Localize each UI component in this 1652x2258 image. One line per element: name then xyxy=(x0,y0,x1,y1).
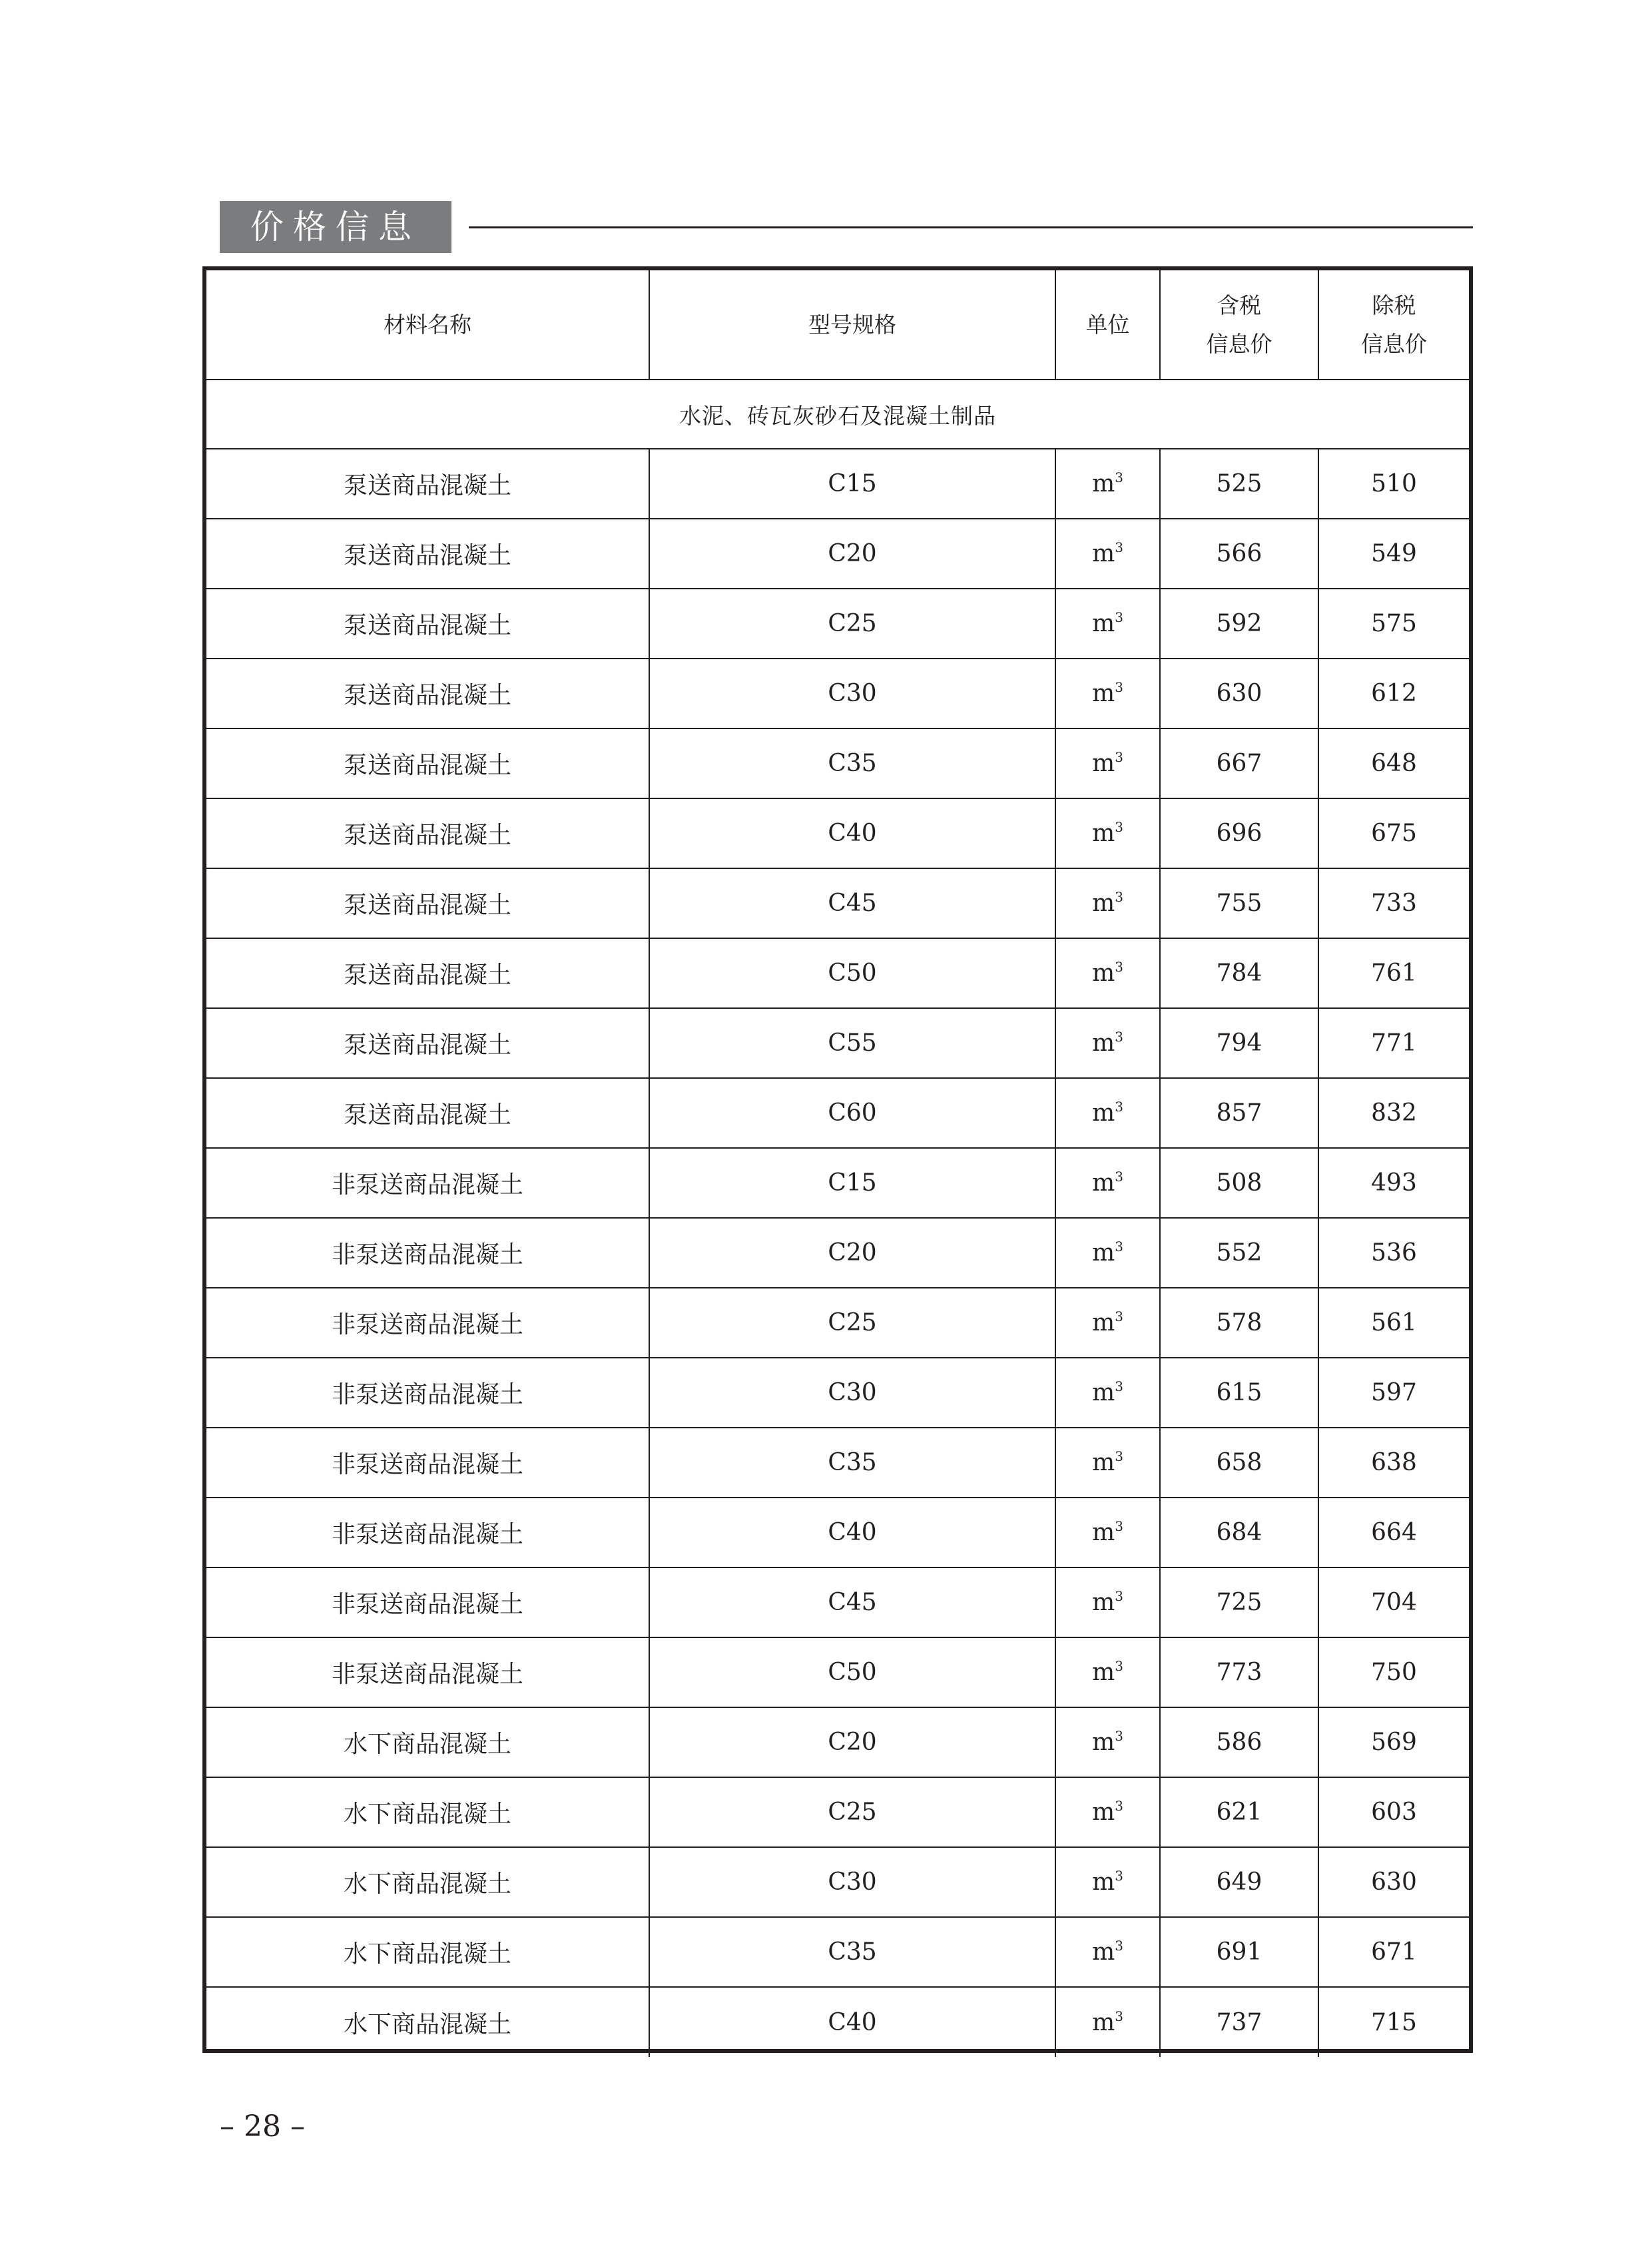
header-tax-exclusive-line1: 除税 xyxy=(1372,292,1416,318)
table-row xyxy=(206,1288,1469,1358)
unit-base: m xyxy=(1092,610,1115,637)
cell-spec: C20 xyxy=(649,1218,1055,1288)
cell-tax-inclusive-price: 784 xyxy=(1160,938,1318,1008)
cell-unit xyxy=(1055,1498,1160,1567)
unit-base: m xyxy=(1092,1239,1115,1267)
unit-base: m xyxy=(1092,890,1115,917)
table-row xyxy=(206,519,1469,589)
cell-tax-exclusive-price: 630 xyxy=(1318,1847,1469,1917)
unit-base: m xyxy=(1092,1169,1115,1197)
unit-base: m xyxy=(1092,1449,1115,1476)
cell-tax-exclusive-price: 832 xyxy=(1318,1078,1469,1148)
cell-material-name: 非泵送商品混凝土 xyxy=(206,1218,649,1288)
table-row xyxy=(206,1637,1469,1707)
cell-spec: C25 xyxy=(649,1288,1055,1358)
cell-spec: C40 xyxy=(649,798,1055,868)
cell-unit xyxy=(1055,1288,1160,1358)
unit-base: m xyxy=(1092,470,1115,497)
unit-superscript: 3 xyxy=(1115,679,1123,695)
cell-unit xyxy=(1055,1078,1160,1148)
cell-material-name: 非泵送商品混凝土 xyxy=(206,1148,649,1218)
cell-unit xyxy=(1055,1148,1160,1218)
unit-superscript: 3 xyxy=(1115,1378,1123,1394)
header-unit: 单位 xyxy=(1055,270,1160,380)
cell-spec: C20 xyxy=(649,1707,1055,1777)
cell-tax-exclusive-price: 638 xyxy=(1318,1428,1469,1498)
cell-material-name: 泵送商品混凝土 xyxy=(206,938,649,1008)
cell-unit xyxy=(1055,1847,1160,1917)
cell-unit xyxy=(1055,868,1160,938)
cell-spec: C20 xyxy=(649,519,1055,589)
cell-tax-inclusive-price: 691 xyxy=(1160,1917,1318,1987)
cell-unit xyxy=(1055,938,1160,1008)
table-row xyxy=(206,1008,1469,1078)
unit-superscript: 3 xyxy=(1115,819,1123,835)
unit-superscript: 3 xyxy=(1115,1029,1123,1045)
cell-unit xyxy=(1055,659,1160,728)
table-row xyxy=(206,1148,1469,1218)
cell-tax-inclusive-price: 508 xyxy=(1160,1148,1318,1218)
cell-tax-inclusive-price: 658 xyxy=(1160,1428,1318,1498)
cell-material-name: 泵送商品混凝土 xyxy=(206,1008,649,1078)
table-row xyxy=(206,728,1469,798)
cell-material-name: 水下商品混凝土 xyxy=(206,1917,649,1987)
cell-spec: C55 xyxy=(649,1008,1055,1078)
cell-tax-exclusive-price: 510 xyxy=(1318,449,1469,519)
unit-superscript: 3 xyxy=(1115,2008,1123,2024)
cell-tax-exclusive-price: 648 xyxy=(1318,728,1469,798)
cell-unit xyxy=(1055,1707,1160,1777)
cell-tax-inclusive-price: 630 xyxy=(1160,659,1318,728)
cell-spec: C30 xyxy=(649,1358,1055,1428)
cell-tax-inclusive-price: 586 xyxy=(1160,1707,1318,1777)
cell-spec: C40 xyxy=(649,1987,1055,2057)
cell-tax-inclusive-price: 737 xyxy=(1160,1987,1318,2057)
cell-tax-inclusive-price: 578 xyxy=(1160,1288,1318,1358)
cell-tax-exclusive-price: 671 xyxy=(1318,1917,1469,1987)
cell-tax-inclusive-price: 667 xyxy=(1160,728,1318,798)
table-row xyxy=(206,868,1469,938)
cell-tax-exclusive-price: 771 xyxy=(1318,1008,1469,1078)
section-divider xyxy=(469,226,1473,228)
cell-material-name: 非泵送商品混凝土 xyxy=(206,1498,649,1567)
cell-spec: C35 xyxy=(649,728,1055,798)
header-tax-inclusive-price xyxy=(1160,270,1318,380)
cell-spec: C35 xyxy=(649,1428,1055,1498)
cell-unit xyxy=(1055,1567,1160,1637)
cell-unit xyxy=(1055,1987,1160,2057)
unit-superscript: 3 xyxy=(1115,1518,1123,1534)
cell-material-name: 非泵送商品混凝土 xyxy=(206,1288,649,1358)
unit-base: m xyxy=(1092,540,1115,567)
unit-base: m xyxy=(1092,750,1115,777)
cell-tax-exclusive-price: 761 xyxy=(1318,938,1469,1008)
unit-superscript: 3 xyxy=(1115,469,1123,485)
cell-unit xyxy=(1055,1428,1160,1498)
cell-tax-inclusive-price: 615 xyxy=(1160,1358,1318,1428)
unit-base: m xyxy=(1092,1379,1115,1406)
unit-superscript: 3 xyxy=(1115,959,1123,975)
cell-tax-inclusive-price: 857 xyxy=(1160,1078,1318,1148)
table-row xyxy=(206,1567,1469,1637)
cell-spec: C40 xyxy=(649,1498,1055,1567)
unit-superscript: 3 xyxy=(1115,1448,1123,1464)
unit-superscript: 3 xyxy=(1115,1728,1123,1744)
unit-base: m xyxy=(1092,2008,1115,2036)
header-material-name: 材料名称 xyxy=(206,270,649,380)
table-row xyxy=(206,1358,1469,1428)
table-row xyxy=(206,1847,1469,1917)
section-title: 价格信息 xyxy=(220,201,451,253)
cell-tax-exclusive-price: 569 xyxy=(1318,1707,1469,1777)
cell-tax-inclusive-price: 725 xyxy=(1160,1567,1318,1637)
unit-base: m xyxy=(1092,1309,1115,1336)
unit-base: m xyxy=(1092,960,1115,987)
table-row xyxy=(206,589,1469,659)
cell-tax-inclusive-price: 696 xyxy=(1160,798,1318,868)
unit-superscript: 3 xyxy=(1115,1938,1123,1954)
cell-spec: C30 xyxy=(649,1847,1055,1917)
unit-base: m xyxy=(1092,680,1115,707)
cell-spec: C15 xyxy=(649,1148,1055,1218)
header-spec: 型号规格 xyxy=(649,270,1055,380)
header-tax-inclusive-line1: 含税 xyxy=(1217,292,1261,318)
table-row xyxy=(206,659,1469,728)
header-tax-exclusive-line2: 信息价 xyxy=(1361,330,1427,357)
unit-superscript: 3 xyxy=(1115,889,1123,905)
cell-material-name: 泵送商品混凝土 xyxy=(206,868,649,938)
unit-superscript: 3 xyxy=(1115,609,1123,625)
cell-tax-exclusive-price: 612 xyxy=(1318,659,1469,728)
unit-base: m xyxy=(1092,1519,1115,1546)
category-row xyxy=(206,380,1469,449)
header-tax-inclusive-line2: 信息价 xyxy=(1206,330,1272,357)
table-row xyxy=(206,798,1469,868)
price-table-frame xyxy=(202,266,1473,2053)
table-row xyxy=(206,1498,1469,1567)
cell-spec: C45 xyxy=(649,868,1055,938)
unit-base: m xyxy=(1092,1659,1115,1686)
cell-material-name: 非泵送商品混凝土 xyxy=(206,1428,649,1498)
cell-spec: C25 xyxy=(649,1777,1055,1847)
cell-spec: C50 xyxy=(649,938,1055,1008)
cell-material-name: 水下商品混凝土 xyxy=(206,1707,649,1777)
cell-tax-inclusive-price: 684 xyxy=(1160,1498,1318,1567)
table-row xyxy=(206,938,1469,1008)
table-row xyxy=(206,449,1469,519)
unit-superscript: 3 xyxy=(1115,1308,1123,1324)
cell-material-name: 水下商品混凝土 xyxy=(206,1987,649,2057)
cell-spec: C15 xyxy=(649,449,1055,519)
unit-base: m xyxy=(1092,1729,1115,1756)
unit-base: m xyxy=(1092,1029,1115,1057)
table-row xyxy=(206,1078,1469,1148)
unit-superscript: 3 xyxy=(1115,539,1123,555)
table-row xyxy=(206,1428,1469,1498)
cell-unit xyxy=(1055,589,1160,659)
cell-tax-inclusive-price: 755 xyxy=(1160,868,1318,938)
table-row xyxy=(206,1777,1469,1847)
unit-base: m xyxy=(1092,1589,1115,1616)
cell-tax-exclusive-price: 603 xyxy=(1318,1777,1469,1847)
cell-tax-exclusive-price: 536 xyxy=(1318,1218,1469,1288)
cell-material-name: 水下商品混凝土 xyxy=(206,1847,649,1917)
cell-unit xyxy=(1055,1218,1160,1288)
table-row xyxy=(206,1218,1469,1288)
cell-spec: C45 xyxy=(649,1567,1055,1637)
table-row xyxy=(206,1707,1469,1777)
cell-material-name: 泵送商品混凝土 xyxy=(206,728,649,798)
table-row xyxy=(206,1987,1469,2057)
cell-material-name: 非泵送商品混凝土 xyxy=(206,1637,649,1707)
cell-unit xyxy=(1055,519,1160,589)
cell-tax-inclusive-price: 621 xyxy=(1160,1777,1318,1847)
cell-tax-exclusive-price: 493 xyxy=(1318,1148,1469,1218)
cell-material-name: 泵送商品混凝土 xyxy=(206,1078,649,1148)
cell-tax-exclusive-price: 575 xyxy=(1318,589,1469,659)
header-tax-exclusive-price xyxy=(1318,270,1469,380)
cell-spec: C25 xyxy=(649,589,1055,659)
cell-tax-exclusive-price: 664 xyxy=(1318,1498,1469,1567)
cell-spec: C60 xyxy=(649,1078,1055,1148)
unit-superscript: 3 xyxy=(1115,1798,1123,1814)
cell-tax-inclusive-price: 566 xyxy=(1160,519,1318,589)
unit-superscript: 3 xyxy=(1115,1658,1123,1674)
page-number: – 28 – xyxy=(220,2110,305,2143)
cell-tax-exclusive-price: 715 xyxy=(1318,1987,1469,2057)
unit-base: m xyxy=(1092,1868,1115,1896)
cell-unit xyxy=(1055,449,1160,519)
cell-spec: C50 xyxy=(649,1637,1055,1707)
unit-superscript: 3 xyxy=(1115,1239,1123,1255)
cell-tax-exclusive-price: 750 xyxy=(1318,1637,1469,1707)
cell-tax-inclusive-price: 552 xyxy=(1160,1218,1318,1288)
unit-base: m xyxy=(1092,1099,1115,1127)
cell-unit xyxy=(1055,798,1160,868)
cell-unit xyxy=(1055,1917,1160,1987)
cell-material-name: 水下商品混凝土 xyxy=(206,1777,649,1847)
cell-material-name: 非泵送商品混凝土 xyxy=(206,1567,649,1637)
unit-superscript: 3 xyxy=(1115,1588,1123,1604)
cell-tax-inclusive-price: 525 xyxy=(1160,449,1318,519)
cell-unit xyxy=(1055,1008,1160,1078)
cell-spec: C35 xyxy=(649,1917,1055,1987)
table-header-row xyxy=(206,270,1469,380)
cell-tax-exclusive-price: 733 xyxy=(1318,868,1469,938)
unit-superscript: 3 xyxy=(1115,1099,1123,1115)
unit-superscript: 3 xyxy=(1115,749,1123,765)
category-label: 水泥、砖瓦灰砂石及混凝土制品 xyxy=(206,380,1469,449)
cell-tax-inclusive-price: 649 xyxy=(1160,1847,1318,1917)
table-row xyxy=(206,1917,1469,1987)
cell-tax-inclusive-price: 794 xyxy=(1160,1008,1318,1078)
cell-unit xyxy=(1055,1358,1160,1428)
cell-tax-inclusive-price: 592 xyxy=(1160,589,1318,659)
cell-spec: C30 xyxy=(649,659,1055,728)
price-table xyxy=(206,270,1469,2057)
section-header xyxy=(220,201,1473,253)
unit-base: m xyxy=(1092,820,1115,847)
cell-unit xyxy=(1055,728,1160,798)
unit-base: m xyxy=(1092,1938,1115,1966)
unit-base: m xyxy=(1092,1799,1115,1826)
cell-tax-inclusive-price: 773 xyxy=(1160,1637,1318,1707)
cell-unit xyxy=(1055,1777,1160,1847)
unit-superscript: 3 xyxy=(1115,1169,1123,1185)
cell-material-name: 泵送商品混凝土 xyxy=(206,519,649,589)
cell-material-name: 泵送商品混凝土 xyxy=(206,589,649,659)
unit-superscript: 3 xyxy=(1115,1868,1123,1884)
cell-material-name: 泵送商品混凝土 xyxy=(206,798,649,868)
cell-tax-exclusive-price: 561 xyxy=(1318,1288,1469,1358)
cell-unit xyxy=(1055,1637,1160,1707)
cell-tax-exclusive-price: 597 xyxy=(1318,1358,1469,1428)
cell-tax-exclusive-price: 549 xyxy=(1318,519,1469,589)
cell-material-name: 泵送商品混凝土 xyxy=(206,659,649,728)
cell-tax-exclusive-price: 675 xyxy=(1318,798,1469,868)
cell-material-name: 泵送商品混凝土 xyxy=(206,449,649,519)
cell-material-name: 非泵送商品混凝土 xyxy=(206,1358,649,1428)
cell-tax-exclusive-price: 704 xyxy=(1318,1567,1469,1637)
